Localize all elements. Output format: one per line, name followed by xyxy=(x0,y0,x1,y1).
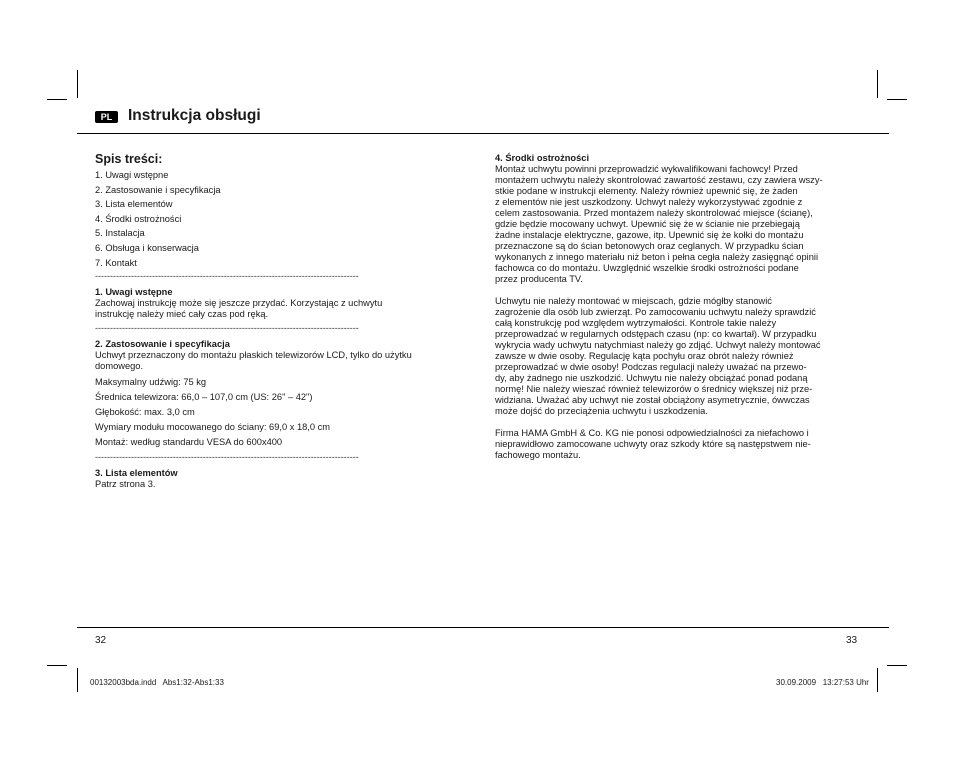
body-text: Zachowaj instrukcję może się jeszcze przydać. Korzystając z uchwytu xyxy=(95,298,383,309)
paragraph xyxy=(495,296,870,417)
separator: ---------------------------------------------------------------------------------------- xyxy=(95,272,359,282)
body-text: przeprowadzać w dwie osoby! Podczas regulacji należy uważać na przewo- xyxy=(495,362,807,372)
section-heading: 2. Zastosowanie i specyfikacja xyxy=(95,339,230,350)
crop-mark xyxy=(47,665,67,666)
body-text: Patrz strona 3. xyxy=(95,479,156,490)
crop-mark xyxy=(887,665,907,666)
body-text: fachowego montażu. xyxy=(495,450,581,460)
toc-item: 1. Uwagi wstępne xyxy=(95,170,169,180)
spec-item: Głębokość: max. 3,0 cm xyxy=(95,407,195,418)
section-heading: 4. Środki ostrożności xyxy=(495,153,590,163)
body-text: widziana. Uważać aby uchwyt nie został obciążony asymetrycznie, ówwczas xyxy=(495,395,810,405)
toc-list xyxy=(95,168,455,270)
body-text: może dojść do przeciążenia uchwytu i uszkodzenia. xyxy=(495,406,708,416)
body-text: gdzie będzie mocowany uchwyt. Upewnić się że w ścianie nie przebiegają xyxy=(495,219,800,229)
toc-heading: Spis treści: xyxy=(95,152,163,166)
separator: ---------------------------------------------------------------------------------------- xyxy=(95,324,359,334)
body-text: celem zastosowania. Przed montażem należy skontrolować miejsce (ścianę), xyxy=(495,208,813,218)
footer-rule xyxy=(77,627,889,628)
body-text: nieprawidłowo zamocowane uchwyty oraz szkody które są następstwem nie- xyxy=(495,439,811,449)
crop-mark xyxy=(877,70,878,98)
right-column xyxy=(495,153,870,461)
body-text: montażem uchwytu należy skontrolować zawartość zestawu, czy zawiera wszy- xyxy=(495,175,823,185)
crop-mark xyxy=(47,99,67,100)
body-text: Firma HAMA GmbH & Co. KG nie ponosi odpowiedzialności za niefachowo i xyxy=(495,428,809,438)
page-number-left: 32 xyxy=(95,635,107,646)
body-text: stkie podane w instrukcji elementy. Należy również upewnić się, że żaden xyxy=(495,186,798,196)
body-text: z elementów nie jest uszkodzony. Uchwyt należy wykorzystywać zgodnie z xyxy=(495,197,803,207)
toc-item: 5. Instalacja xyxy=(95,228,145,239)
spec-list xyxy=(95,375,455,450)
body-text: fachowca co do montażu. Uwzględnić wszelkie środki ostrożności podane xyxy=(495,263,799,273)
separator: ---------------------------------------------------------------------------------------- xyxy=(95,453,359,463)
paragraph xyxy=(495,428,870,461)
body-text: całą konstrukcję pod względem wytrzymałości. Kontrole takie należy xyxy=(495,318,777,328)
toc-item: 2. Zastosowanie i specyfikacja xyxy=(95,184,221,195)
body-text: domowego. xyxy=(95,361,144,372)
page-title: Instrukcja obsługi xyxy=(128,107,261,124)
left-column xyxy=(95,151,455,490)
spec-item: Maksymalny udźwig: 75 kg xyxy=(95,377,207,388)
toc-item: 4. Środki ostrożności xyxy=(95,213,182,224)
body-text: dy, aby żadnego nie uszkodzić. Uchwytu nie należy obciążać ponad podaną xyxy=(495,373,808,383)
spec-item: Średnica telewizora: 66,0 – 107,0 cm (US: 26" – 42") xyxy=(95,392,313,403)
body-text: zawsze w dwie osoby. Regulację kąta pochyłu oraz obrót należy również xyxy=(495,351,794,361)
toc-item: 7. Kontakt xyxy=(95,257,137,268)
slug-file-info: 00132003bda.indd Abs1:32-Abs1:33 xyxy=(90,678,224,687)
toc-item: 3. Lista elementów xyxy=(95,199,173,210)
body-text: zagrożenie dla osób lub zwierząt. Po zamocowaniu uchwytu należy sprawdzić xyxy=(495,307,816,317)
crop-mark xyxy=(77,668,78,692)
body-text: przez producenta TV. xyxy=(495,274,583,284)
toc-item: 6. Obsługa i konserwacja xyxy=(95,242,199,253)
crop-mark xyxy=(877,668,878,692)
body-text: przeprowadzać w regularnych odstępach czasu (np: co kwartał). W przypadku xyxy=(495,329,817,339)
body-text: normę! Nie należy wieszać również telewizorów o średnicy większej niż prze- xyxy=(495,384,813,394)
paragraph xyxy=(495,164,870,285)
body-text: przeznaczone są do ścian betonowych oraz ceglanych. W przypadku ścian xyxy=(495,241,804,251)
slug-timestamp: 30.09.2009 13:27:53 Uhr xyxy=(776,678,869,687)
body-text: wykrycia wady uchwytu natychmiast należy go zdjąć. Uchwyt należy montować xyxy=(495,340,821,350)
section-heading: 3. Lista elementów xyxy=(95,468,178,479)
spec-item: Montaż: według standardu VESA do 600x400 xyxy=(95,437,283,448)
body-text: instrukcję należy mieć cały czas pod ręką. xyxy=(95,309,269,320)
page-number-right: 33 xyxy=(846,635,858,646)
section-heading: 1. Uwagi wstępne xyxy=(95,287,173,298)
body-text: Uchwytu nie należy montować w miejscach, gdzie mógłby stanowić xyxy=(495,296,772,306)
language-badge: PL xyxy=(95,111,118,123)
body-text: Montaż uchwytu powinni przeprowadzić wykwalifikowani fachowcy! Przed xyxy=(495,164,798,174)
crop-mark xyxy=(887,99,907,100)
body-text: żadne instalacje elektryczne, gazowe, itp. Upewnić się że kołki do montażu xyxy=(495,230,804,240)
body-text: wykonanych z innego materiału niż beton i pełna cegła należy zasięgnąć opinii xyxy=(495,252,819,262)
header-rule xyxy=(77,133,889,134)
spec-item: Wymiary modułu mocowanego do ściany: 69,0 x 18,0 cm xyxy=(95,422,331,433)
body-text: Uchwyt przeznaczony do montażu płaskich telewizorów LCD, tylko do użytku xyxy=(95,350,412,361)
crop-mark xyxy=(77,70,78,98)
